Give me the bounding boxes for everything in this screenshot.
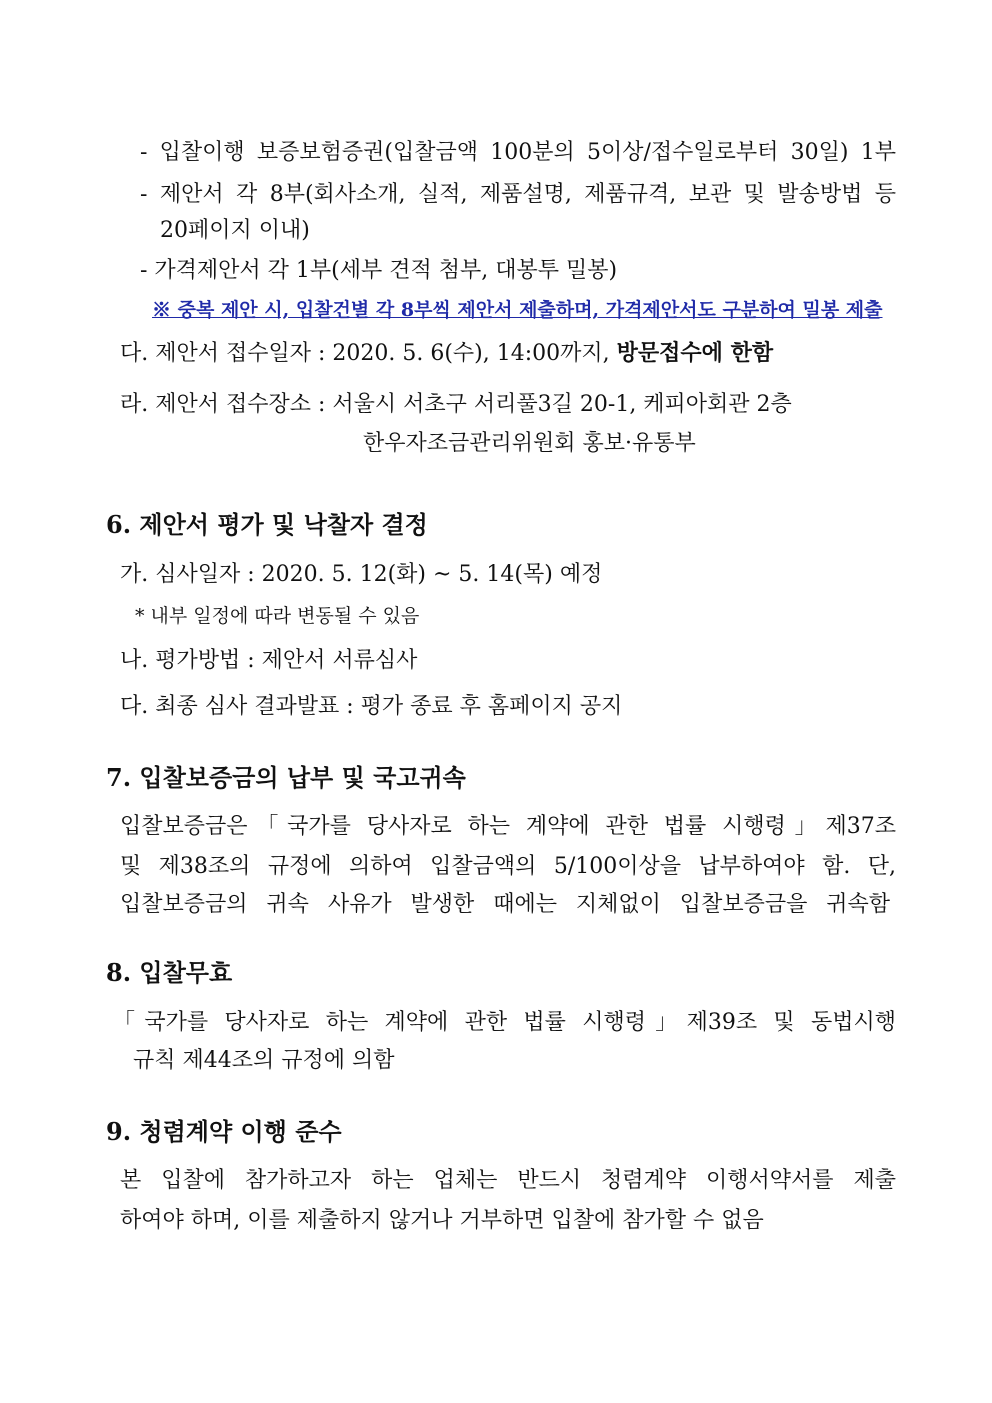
bullet-price-proposal: - 가격제안서 각 1부(세부 견적 첨부, 대봉투 밀봉) [140,258,618,283]
review-date-note: * 내부 일정에 따라 변동될 수 있음 [135,605,420,627]
section-9-heading: 9. 청렴계약 이행 준수 [106,1117,342,1146]
submission-place-dept: 한우자조금관리위원회 홍보·유통부 [363,431,696,456]
section-7-line-1: 입찰보증금은「국가를 당사자로 하는 계약에 관한 법률 시행령」제37조 [120,814,896,839]
bullet-bid-bond: - 입찰이행 보증보험증권(입찰금액 100분의 5이상/접수일로부터 30일) 1부 [140,140,896,165]
bullet-proposal-copies: - 제안서 각 8부(회사소개, 실적, 제품설명, 제품규격, 보관 및 발송방법 등 [140,182,896,207]
visit-only-emphasis: 방문접수에 한함 [616,340,774,366]
section-7-line-2: 및 제38조의 규정에 의하여 입찰금액의 5/100이상을 납부하여야 함. 단, [120,854,896,879]
section-7-heading: 7. 입찰보증금의 납부 및 국고귀속 [106,763,466,792]
section-8-line-1: 「국가를 당사자로 하는 계약에 관한 법률 시행령」제39조 및 동법시행 [113,1010,896,1035]
section-6-heading: 6. 제안서 평가 및 낙찰자 결정 [106,510,428,539]
submission-date-line [120,338,773,369]
evaluation-method: 나. 평가방법 : 제안서 서류심사 [120,648,418,673]
section-8-heading: 8. 입찰무효 [106,958,233,987]
duplicate-proposal-note: ※ 중복 제안 시, 입찰건별 각 8부씩 제안서 제출하며, 가격제안서도 구분하여 밀봉 제출 [152,299,883,321]
section-7-line-3: 입찰보증금의 귀속 사유가 발생한 때에는 지체없이 입찰보증금을 귀속함 [120,892,890,917]
section-8-line-2: 규칙 제44조의 규정에 의함 [133,1048,395,1073]
bullet-proposal-copies-cont: 20페이지 이내) [160,218,310,243]
section-9-line-1: 본 입찰에 참가하고자 하는 업체는 반드시 청렴계약 이행서약서를 제출 [120,1168,896,1193]
submission-place-line: 라. 제안서 접수장소 : 서울시 서초구 서리풀3길 20-1, 케피아회관 2층 [120,392,792,417]
final-result-announcement: 다. 최종 심사 결과발표 : 평가 종료 후 홈페이지 공지 [120,694,623,719]
review-date: 가. 심사일자 : 2020. 5. 12(화) ~ 5. 14(목) 예정 [120,562,603,587]
submission-date-text: 다. 제안서 접수일자 : 2020. 5. 6(수), 14:00까지, [120,341,617,366]
section-9-line-2: 하여야 하며, 이를 제출하지 않거나 거부하면 입찰에 참가할 수 없음 [120,1208,764,1233]
